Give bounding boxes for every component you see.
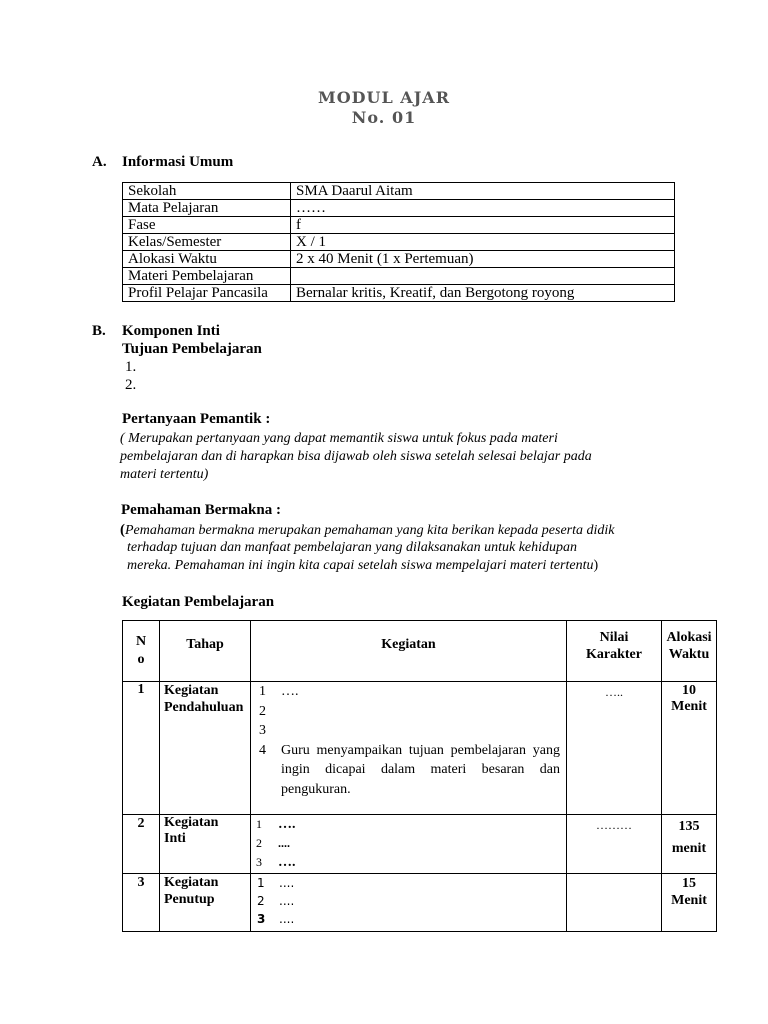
- general-info-table: [122, 182, 675, 302]
- row-waktu: [662, 682, 717, 815]
- pertanyaan-line: ( Merupakan pertanyaan yang dapat memantik siswa untuk fokus pada materi: [120, 431, 558, 446]
- table-row: [123, 217, 675, 234]
- tahap-line: Pendahuluan: [164, 700, 244, 715]
- row-no: 3: [123, 874, 160, 932]
- info-key: Kelas/Semester: [123, 234, 291, 251]
- info-value: SMA Daarul Aitam: [291, 183, 675, 200]
- info-value: X / 1: [291, 234, 675, 251]
- row-tahap: [160, 874, 251, 932]
- waktu-unit: menit: [671, 841, 707, 856]
- info-value: Bernalar kritis, Kreatif, dan Bergotong royong: [291, 285, 675, 302]
- item-number: 1: [256, 817, 262, 831]
- header-no-b: o: [137, 652, 145, 667]
- header-nilai-b: Karakter: [586, 647, 642, 662]
- row-tahap: [160, 682, 251, 815]
- list-item: [256, 853, 560, 872]
- section-a-letter: A.: [92, 154, 107, 170]
- item-text: ....: [279, 912, 295, 926]
- waktu-value: 10: [682, 683, 696, 698]
- item-text: ....: [279, 894, 295, 908]
- table-row: [123, 285, 675, 302]
- info-key: Alokasi Waktu: [123, 251, 291, 268]
- tahap-line: Penutup: [164, 892, 215, 907]
- row-kegiatan: [251, 682, 567, 815]
- list-item: [259, 721, 560, 741]
- item-number: 2: [257, 894, 265, 908]
- section-b-heading: Komponen Inti: [122, 323, 220, 339]
- item-text: ….: [278, 855, 296, 870]
- header-alokasi-a: Alokasi: [666, 630, 712, 645]
- header-nilai: [567, 621, 662, 682]
- list-item: [259, 682, 560, 702]
- item-text: ....: [278, 836, 290, 850]
- open-paren: (: [120, 522, 125, 538]
- info-value: f: [291, 217, 675, 234]
- table-row: [123, 268, 675, 285]
- pemahaman-text: Pemahaman bermakna merupakan pemahaman yang kita berikan kepada peserta didik: [125, 523, 615, 538]
- row-waktu: [662, 874, 717, 932]
- list-item: [259, 741, 560, 800]
- table-row: [123, 874, 717, 932]
- close-paren: ): [593, 558, 599, 573]
- item-number: 2: [259, 703, 266, 719]
- item-number: 3: [256, 855, 262, 869]
- pemahaman-heading: Pemahaman Bermakna :: [121, 502, 281, 518]
- table-row: [123, 815, 717, 874]
- item-number: 2: [256, 836, 262, 850]
- table-row: [123, 251, 675, 268]
- table-row: [123, 183, 675, 200]
- pemahaman-line: terhadap tujuan dan manfaat pembelajaran yang dilaksanakan untuk kehidupan: [127, 540, 578, 555]
- pertanyaan-line: pembelajaran dan di harapkan bisa dijawab oleh siswa setelah selesai belajar pada: [120, 449, 592, 464]
- item-number: 3: [259, 723, 266, 738]
- header-alokasi: [662, 621, 717, 682]
- info-value: [291, 268, 675, 285]
- item-number: 1: [257, 876, 265, 890]
- item-number: 3: [257, 912, 266, 926]
- header-nilai-a: Nilai: [599, 630, 629, 645]
- list-item: [256, 834, 560, 853]
- row-no: 1: [123, 682, 160, 815]
- tahap-line: Kegiatan: [164, 815, 219, 830]
- info-key: Fase: [123, 217, 291, 234]
- info-value: 2 x 40 Menit (1 x Pertemuan): [291, 251, 675, 268]
- document-title: MODUL AJAR: [318, 88, 450, 107]
- header-alokasi-b: Waktu: [668, 647, 710, 662]
- pertanyaan-line: materi tertentu): [120, 467, 209, 482]
- section-a-heading: Informasi Umum: [122, 154, 234, 170]
- pertanyaan-heading: Pertanyaan Pemantik :: [122, 411, 271, 427]
- table-row: [123, 234, 675, 251]
- info-key: Mata Pelajaran: [123, 200, 291, 217]
- kegiatan-table: [122, 620, 717, 932]
- row-tahap: [160, 815, 251, 874]
- list-item: [259, 702, 560, 722]
- header-no: [123, 621, 160, 682]
- info-value: ……: [291, 200, 675, 217]
- pemahaman-line: [120, 521, 615, 540]
- item-text: ….: [278, 817, 296, 832]
- row-kegiatan: [251, 815, 567, 874]
- waktu-unit: Menit: [671, 699, 707, 714]
- tujuan-heading: Tujuan Pembelajaran: [122, 341, 262, 357]
- section-b-letter: B.: [92, 323, 106, 339]
- header-no-a: N: [135, 634, 147, 649]
- row-nilai: ………: [567, 815, 662, 874]
- tahap-line: Inti: [164, 831, 186, 846]
- row-nilai: …..: [567, 682, 662, 815]
- list-item: [256, 815, 560, 834]
- list-item: [257, 892, 560, 910]
- header-kegiatan: Kegiatan: [251, 621, 567, 682]
- item-text: Guru menyampaikan tujuan pembelajaran yang ingin dicapai dalam materi besaran dan pengukuran.: [281, 742, 560, 797]
- info-key: Sekolah: [123, 183, 291, 200]
- list-item: [257, 910, 560, 928]
- item-text: ….: [281, 684, 299, 699]
- row-kegiatan: [251, 874, 567, 932]
- item-text: ....: [279, 876, 295, 890]
- info-key: Profil Pelajar Pancasila: [123, 285, 291, 302]
- waktu-value: 15: [682, 876, 696, 891]
- list-item: [257, 874, 560, 892]
- tujuan-item: 1.: [125, 359, 137, 375]
- tujuan-item: 2.: [125, 377, 137, 393]
- table-row: [123, 682, 717, 815]
- tahap-line: Kegiatan: [164, 683, 219, 698]
- waktu-value: 135: [678, 819, 700, 834]
- item-number: 1: [259, 684, 266, 699]
- table-header-row: [123, 621, 717, 682]
- kegiatan-heading: Kegiatan Pembelajaran: [122, 594, 275, 610]
- waktu-unit: Menit: [671, 893, 707, 908]
- header-tahap: Tahap: [160, 621, 251, 682]
- document-number: No. 01: [351, 108, 417, 127]
- table-row: [123, 200, 675, 217]
- pemahaman-text: mereka. Pemahaman ini ingin kita capai setelah siswa mempelajari materi tertentu: [127, 558, 594, 573]
- row-no: 2: [123, 815, 160, 874]
- pemahaman-line: [127, 557, 598, 575]
- row-nilai: [567, 874, 662, 932]
- tahap-line: Kegiatan: [164, 875, 219, 890]
- info-key: Materi Pembelajaran: [123, 268, 291, 285]
- row-waktu: [662, 815, 717, 874]
- item-number: 4: [259, 742, 266, 758]
